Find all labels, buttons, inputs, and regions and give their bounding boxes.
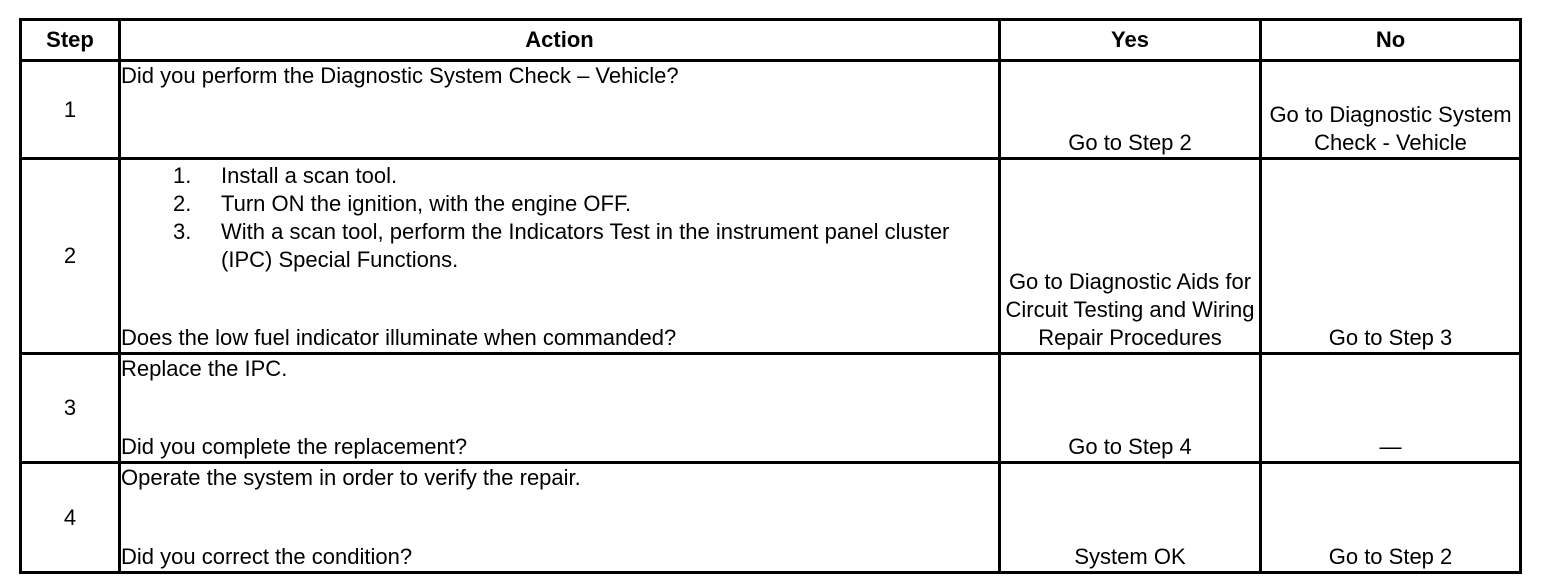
action-question: Did you correct the condition?	[121, 544, 413, 569]
no-cell: Go to Diagnostic System Check - Vehicle	[1261, 61, 1521, 159]
header-yes: Yes	[1000, 20, 1261, 61]
list-item	[121, 190, 998, 218]
action-cell	[120, 463, 1000, 573]
step-number: 3	[21, 354, 120, 463]
yes-cell: Go to Step 2	[1000, 61, 1261, 159]
header-step: Step	[21, 20, 120, 61]
header-no: No	[1261, 20, 1521, 61]
no-cell: —	[1261, 354, 1521, 463]
yes-cell: System OK	[1000, 463, 1261, 573]
diagnostic-table	[19, 18, 1522, 574]
list-item-text: Turn ON the ignition, with the engine OFF.	[221, 191, 632, 216]
action-cell	[120, 159, 1000, 354]
instruction-list	[121, 162, 998, 274]
header-action: Action	[120, 20, 1000, 61]
action-cell	[120, 61, 1000, 159]
action-instruction: Operate the system in order to verify the repair.	[121, 465, 581, 490]
action-question: Did you complete the replacement?	[121, 434, 468, 459]
action-question: Did you perform the Diagnostic System Check – Vehicle?	[121, 63, 679, 88]
step-number: 2	[21, 159, 120, 354]
table-row	[21, 354, 1521, 463]
yes-cell: Go to Step 4	[1000, 354, 1261, 463]
list-item-text: With a scan tool, perform the Indicators Test in the instrument panel cluster (IPC) Special Functions.	[221, 219, 950, 272]
table-row	[21, 159, 1521, 354]
no-cell: Go to Step 3	[1261, 159, 1521, 354]
no-cell: Go to Step 2	[1261, 463, 1521, 573]
action-question: Does the low fuel indicator illuminate when commanded?	[121, 325, 677, 350]
action-instruction: Replace the IPC.	[121, 356, 288, 381]
list-item-number: 1.	[173, 163, 192, 188]
table-row	[21, 463, 1521, 573]
yes-cell: Go to Diagnostic Aids for Circuit Testing and Wiring Repair Procedures	[1000, 159, 1261, 354]
table-header-row	[21, 20, 1521, 61]
step-number: 4	[21, 463, 120, 573]
list-item-number: 3.	[173, 219, 192, 244]
table-row	[21, 61, 1521, 159]
list-item-text: Install a scan tool.	[221, 163, 398, 188]
list-item-number: 2.	[173, 191, 192, 216]
list-item	[121, 162, 998, 190]
list-item	[121, 218, 998, 274]
action-cell	[120, 354, 1000, 463]
step-number: 1	[21, 61, 120, 159]
